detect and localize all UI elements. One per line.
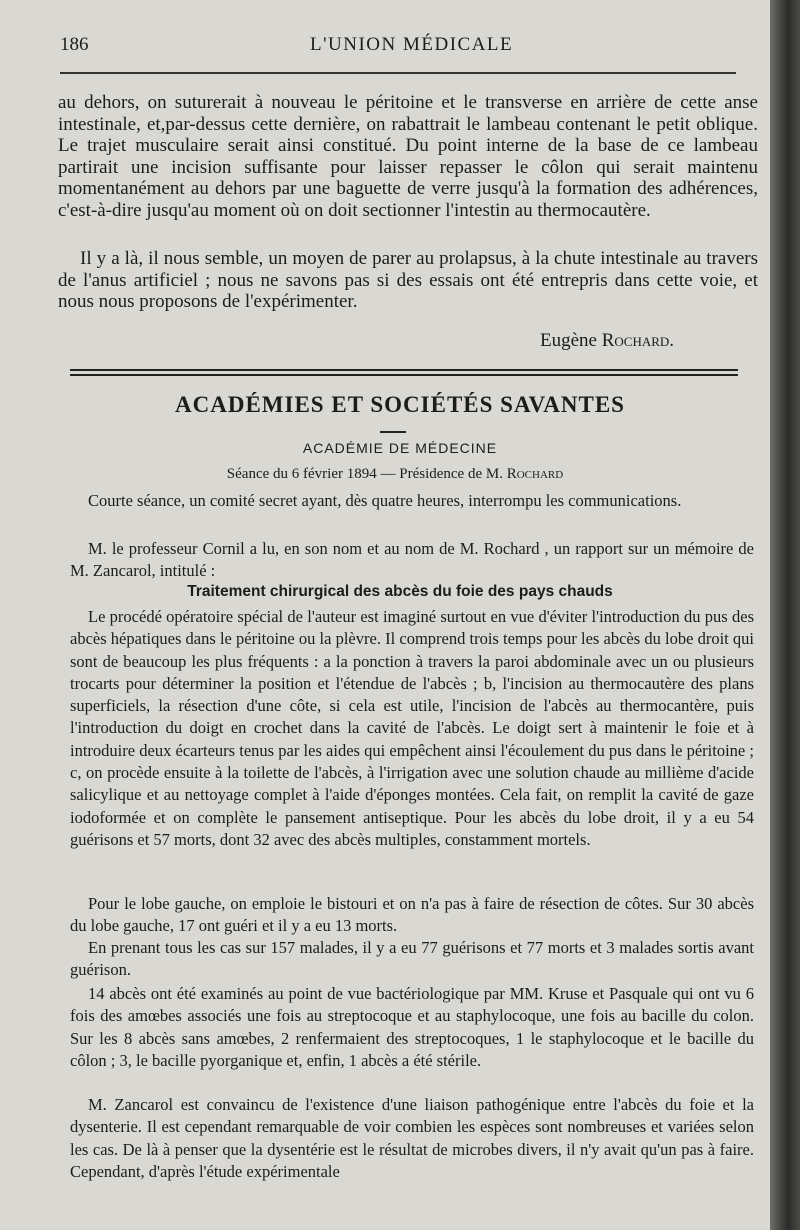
book-spine-edge xyxy=(770,0,800,1230)
session-date: Séance du 6 février 1894 — Présidence de M. xyxy=(226,466,503,482)
body-paragraph: 14 abcès ont été examinés au point de vue bactériologique par MM. Kruse et Pasquale qui ont vu 6 fois des amœbes associés une fois au streptocoque et au staphylocoque, une fois au bacille du colon. Sur les 8 abcès sans amœbes, 2 renfermaient des streptocoques, 1 le staphylocoque et le bacille du côlon ; 3, le bacille pyorganique et, enfin, 1 abcès a été stérile. xyxy=(70,984,754,1070)
session-line xyxy=(0,466,790,483)
running-header xyxy=(60,34,740,58)
title-dash xyxy=(380,431,406,433)
body-paragraph: Pour le lobe gauche, on emploie le bistouri et on n'a pas à faire de résection de côtes. Sur 30 abcès du lobe gauche, 17 ont guéri et il y a eu 13 morts. xyxy=(70,894,754,936)
author-last-name: Rochard. xyxy=(601,330,675,351)
body-paragraph: Le procédé opératoire spécial de l'auteur est imaginé surtout en vue d'éviter l'introduction du pus des abcès hépatiques dans le péritoine ou la plèvre. Il comprend trois temps pour les abcès du lobe droit qui sont de beaucoup les plus fréquents : a la ponction à travers la paroi abdominale avec un ou plusieurs trocarts pour déterminer la position et l'étendue de l'abcès ; b, l'incision au thermocautère des plans superficiels, la résection d'une côte, si cela est utile, l'incision de l'abcès au thermocantère, puis l'introduction du doigt en crochet dans la cavité de l'abcès. Le doigt sert à maintenir le foie et à introduire deux écarteurs tenus par les aides qui empêchent ainsi l'écoulement du pus dans le péritoine ; c, on procède ensuite à la toilette de l'abcès, à l'irrigation avec une solution chaude au millième d'acide salicylique et au nettoyage complet à l'aide d'éponges montées. Cela fait, on remplit la cavité de gaze iodoformée et on complète le pansement antiseptique. Pour les abcès du lobe droit, il y a eu 54 guérisons et 57 morts, dont 32 avec des abcès multiples, constamment mortels. xyxy=(70,607,754,849)
previous-article-conclusion: Il y a là, il nous semble, un moyen de parer au prolapsus, à la chute intestinale au travers de l'anus artificiel ; nous ne savons pas si des essais ont été entrepris dans cette voie, et nous nous proposons de l'expérimenter. xyxy=(58,248,758,312)
author-signature xyxy=(540,330,674,352)
body-paragraph: Courte séance, un comité secret ayant, dès quatre heures, interrompu les communications. xyxy=(88,491,682,510)
body-paragraph: M. le professeur Cornil a lu, en son nom et au nom de M. Rochard , un rapport sur un mémoire de M. Zancarol, intitulé : xyxy=(70,539,754,581)
section-separator-top xyxy=(70,369,738,371)
section-separator-bottom xyxy=(70,374,738,376)
report-title: Traitement chirurgical des abcès du foie des pays chauds xyxy=(187,583,613,600)
body-paragraph: M. Zancarol est convaincu de l'existence d'une liaison pathogénique entre l'abcès du foie et la dysenterie. Il est cependant remarquable de voir combien les espèces sont nombreuses et variées selon les cas. De là à penser que la dysentérie est le résultat de microbes divers, il n'y avait qu'un pas à faire. Cependant, d'après l'étude expérimentale xyxy=(70,1095,754,1181)
body-paragraph: En prenant tous les cas sur 157 malades, il y a eu 77 guérisons et 77 morts et 3 malades sortis avant guérison. xyxy=(70,938,754,980)
header-rule xyxy=(60,72,736,74)
page-number: 186 xyxy=(60,34,89,55)
session-president: Rochard xyxy=(506,466,564,482)
section-title: ACADÉMIES ET SOCIÉTÉS SAVANTES xyxy=(175,392,625,417)
academy-heading: ACADÉMIE DE MÉDECINE xyxy=(302,440,498,456)
author-first-name: Eugène xyxy=(540,330,597,351)
journal-title: L'UNION MÉDICALE xyxy=(310,34,514,55)
previous-article-paragraph: au dehors, on suturerait à nouveau le péritoine et le transverse en arrière de cette anse intestinale, et,par-dessus cette dernière, on rabattrait le lambeau contenant le petit oblique. Le trajet musculaire serait ainsi constitué. Du point interne de la base de ce lambeau partirait une incision suffisante pour laisser repasser le côlon qui serait maintenu momentanément au dehors par une baguette de verre jusqu'à la formation des adhérences, c'est-à-dire jusqu'au moment où on doit sectionner l'intestin au thermocautère. xyxy=(58,92,758,221)
